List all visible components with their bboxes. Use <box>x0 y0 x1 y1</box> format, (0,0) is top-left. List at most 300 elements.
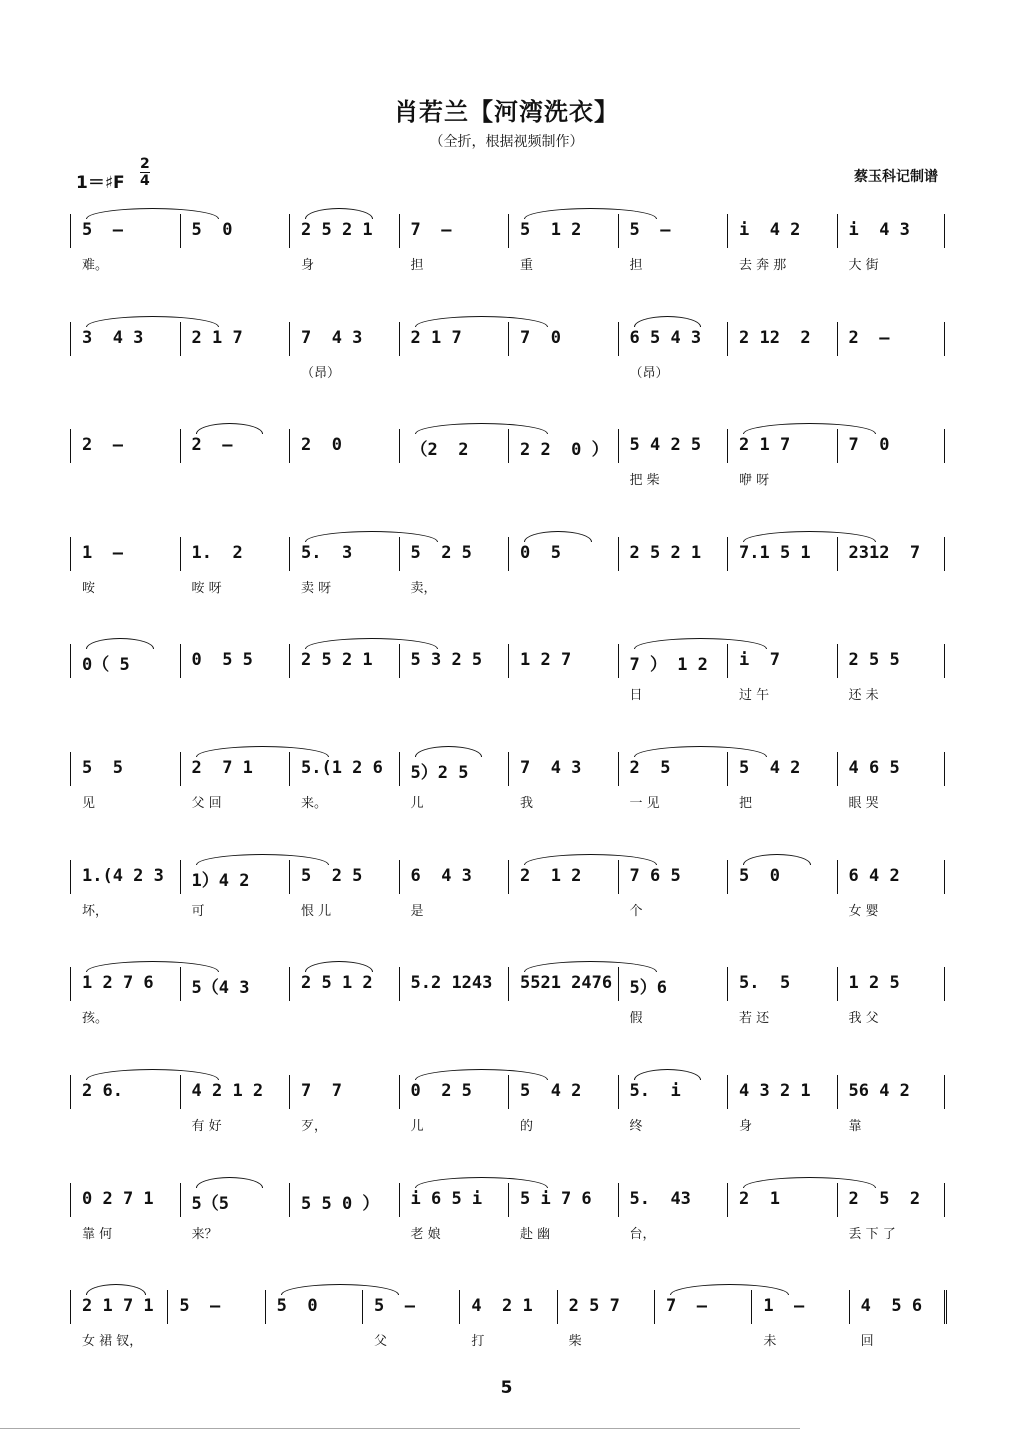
measure <box>849 214 945 274</box>
measure-notes: 5. 3 <box>301 543 353 563</box>
barline <box>849 1290 850 1324</box>
measure-lyrics: 丢 下 了 <box>848 1227 896 1242</box>
barline <box>289 752 290 786</box>
slur <box>86 638 154 649</box>
barline <box>837 860 838 894</box>
measure <box>411 967 507 1027</box>
measure-lyrics: （昂） <box>301 366 341 381</box>
measure <box>520 860 616 920</box>
barline <box>727 1183 728 1217</box>
measure-notes: 6 5 4 3 <box>629 328 702 348</box>
measure-notes: 1 2 7 <box>520 650 572 670</box>
barline <box>508 1183 509 1217</box>
barline <box>508 429 509 463</box>
measure <box>82 537 178 597</box>
measure <box>82 752 178 812</box>
measure-lyrics: 打 <box>471 1334 485 1349</box>
barline <box>265 1290 266 1324</box>
measure-notes: 2312 7 <box>848 543 921 563</box>
barline <box>399 214 400 248</box>
score-subtitle: （全折，根据视频制作） <box>429 134 584 150</box>
measure-notes: 5（4 3 <box>191 978 250 998</box>
slur <box>634 746 767 757</box>
measure-notes: 0（ 5 <box>82 655 130 675</box>
barline <box>70 1183 71 1217</box>
measure-lyrics: 咿 呀 <box>739 473 770 488</box>
measure <box>739 860 835 920</box>
measure-notes: 5 4 2 <box>520 1081 582 1101</box>
barline <box>508 214 509 248</box>
measure-notes: 7 – <box>410 220 452 240</box>
barline <box>70 860 71 894</box>
barline <box>180 1075 181 1109</box>
page-number: 5 <box>500 1378 513 1398</box>
measure-notes: 5.2 1243 <box>410 973 493 993</box>
measure-lyrics: 终 <box>629 1119 643 1134</box>
measure <box>849 537 945 597</box>
measure-lyrics: 回 <box>860 1334 874 1349</box>
barline <box>399 860 400 894</box>
measure-lyrics: 担 <box>629 258 643 273</box>
measure <box>301 860 397 920</box>
barline <box>727 429 728 463</box>
barline <box>180 537 181 571</box>
measure-notes: 5 4 2 5 <box>629 435 702 455</box>
measure <box>861 1290 944 1350</box>
slur <box>524 854 657 865</box>
slur <box>281 1284 400 1295</box>
measure <box>630 322 726 382</box>
measure <box>374 1290 457 1350</box>
measure <box>301 967 397 1027</box>
barline <box>399 752 400 786</box>
score-system <box>70 214 946 294</box>
slur <box>524 208 657 219</box>
measure-lyrics: 有 好 <box>191 1119 222 1134</box>
score-system <box>70 429 946 509</box>
measure-notes: 5. 5 <box>739 973 791 993</box>
measure <box>192 1183 288 1243</box>
measure-notes: 5 0 <box>276 1296 318 1316</box>
measure <box>520 752 616 812</box>
barline <box>944 1183 945 1217</box>
barline <box>289 214 290 248</box>
score-system <box>70 644 946 724</box>
measure-notes: 4 5 6 <box>860 1296 923 1316</box>
barline <box>727 537 728 571</box>
barline <box>289 1183 290 1217</box>
measure-lyrics: 恨 儿 <box>301 904 332 919</box>
transcriber-credit: 蔡玉科记制谱 <box>854 169 938 185</box>
measure <box>849 429 945 489</box>
measure-lyrics: 把 <box>739 796 753 811</box>
slur <box>196 854 329 865</box>
measure-notes: 4 2 1 <box>471 1296 533 1316</box>
slur <box>415 1069 548 1080</box>
measure-notes: 7.1 5 1 <box>739 543 811 563</box>
measure <box>849 1075 945 1135</box>
measure-lyrics: 靠 何 <box>82 1227 113 1242</box>
measure <box>630 860 726 920</box>
slur <box>415 746 483 757</box>
measure <box>739 644 835 704</box>
barline <box>508 537 509 571</box>
barline <box>837 537 838 571</box>
measure-notes: 0 5 <box>520 543 561 563</box>
barline <box>618 860 619 894</box>
measure-notes: 0 5 5 <box>191 650 253 670</box>
measure-notes: 6 4 3 <box>410 866 472 886</box>
measure-lyrics: 身 <box>301 258 315 273</box>
barline <box>727 644 728 678</box>
barline <box>508 644 509 678</box>
measure-lyrics: 来？ <box>191 1227 218 1242</box>
slur <box>305 961 373 972</box>
measure <box>411 322 507 382</box>
measure-notes: 5 i 7 6 <box>520 1189 592 1209</box>
measure <box>520 644 616 704</box>
barline <box>944 860 945 894</box>
barline <box>618 429 619 463</box>
measure-lyrics: 担 <box>410 258 424 273</box>
barline <box>180 752 181 786</box>
slur <box>743 1177 876 1188</box>
measure-lyrics: 把 柴 <box>629 473 660 488</box>
measure-notes: 7 ） 1 2 <box>629 655 708 675</box>
barline <box>362 1290 363 1324</box>
measure-notes: 5521 2476 <box>520 973 613 993</box>
measure-lyrics: 去 奔 那 <box>739 258 787 273</box>
barline <box>399 322 400 356</box>
measure <box>192 860 288 920</box>
measure-notes: 5 0 <box>191 220 233 240</box>
slur <box>634 638 767 649</box>
measure-notes: 6 4 2 <box>848 866 900 886</box>
measure-notes: 5 5 <box>82 758 123 778</box>
measure-notes: 7 7 <box>301 1081 342 1101</box>
barline <box>727 1075 728 1109</box>
slur <box>86 1069 219 1080</box>
measure <box>630 537 726 597</box>
measure-lyrics: 假 <box>629 1011 643 1026</box>
measure-notes: 2 5 1 2 <box>301 973 373 993</box>
measure-notes: 5（5 <box>191 1194 229 1214</box>
measure <box>192 537 288 597</box>
measure-notes: 1 – <box>82 543 123 563</box>
score-system <box>70 1075 946 1155</box>
barline <box>727 860 728 894</box>
measure-lyrics: 个 <box>629 904 643 919</box>
measure-notes: 7 0 <box>520 328 561 348</box>
measure-notes: 2 – <box>82 435 123 455</box>
score-system <box>70 860 946 940</box>
measure <box>411 1075 507 1135</box>
measure <box>739 752 835 812</box>
measure <box>849 967 945 1027</box>
measure-notes: 2 1 7 1 <box>82 1296 154 1316</box>
measure-lyrics: 的 <box>520 1119 534 1134</box>
slur <box>86 961 219 972</box>
measure-notes: 2 0 <box>301 435 342 455</box>
measure <box>849 644 945 704</box>
score-system <box>70 752 946 832</box>
time-signature-top: 2 <box>140 156 150 172</box>
measure <box>520 537 616 597</box>
barline <box>944 1075 945 1109</box>
measure-lyrics: 眼 哭 <box>848 796 879 811</box>
measure <box>739 537 835 597</box>
barline <box>289 537 290 571</box>
barline <box>180 322 181 356</box>
barline <box>727 322 728 356</box>
measure <box>192 322 288 382</box>
measure-notes: 2 1 2 <box>520 866 582 886</box>
measure-lyrics: 是 <box>410 904 424 919</box>
time-signature <box>140 156 150 189</box>
measure-notes: 2 6. <box>82 1081 123 1101</box>
barline <box>837 644 838 678</box>
slur <box>86 316 219 327</box>
measure-lyrics: 难。 <box>82 258 109 273</box>
barline <box>459 1290 460 1324</box>
measure <box>301 322 397 382</box>
measure-lyrics: 大 街 <box>848 258 879 273</box>
measure-notes: 5 3 2 5 <box>410 650 483 670</box>
measure-notes: 5 2 5 <box>410 543 472 563</box>
measure <box>82 1075 178 1135</box>
barline <box>618 1075 619 1109</box>
barline <box>508 860 509 894</box>
slur <box>743 423 876 434</box>
measure-notes: 1 – <box>763 1296 805 1316</box>
measure-notes: 2 2 0 ） <box>520 440 609 460</box>
barline <box>837 214 838 248</box>
barline <box>618 214 619 248</box>
slur <box>524 531 592 542</box>
measure <box>763 1290 846 1350</box>
slur <box>524 961 657 972</box>
measure-notes: 5 – <box>374 1296 415 1316</box>
measure-lyrics: 日 <box>629 688 643 703</box>
measure <box>192 1075 288 1135</box>
measure <box>82 1290 165 1350</box>
barline <box>508 752 509 786</box>
measure <box>739 967 835 1027</box>
barline <box>180 1183 181 1217</box>
slur <box>634 316 702 327</box>
measure-notes: 5 5 0 ） <box>301 1194 380 1214</box>
measure-notes: 2 5 5 <box>848 650 900 670</box>
measure <box>301 1075 397 1135</box>
measure <box>192 214 288 274</box>
measure-lyrics: 咹 <box>82 581 96 596</box>
barline <box>944 644 945 678</box>
measure-lyrics: 父 回 <box>191 796 222 811</box>
measure-notes: 5 – <box>179 1296 221 1316</box>
slur <box>305 208 373 219</box>
measure-notes: 5.(1 2 6 <box>301 758 383 778</box>
final-barline <box>944 1290 949 1324</box>
measure <box>520 1075 616 1135</box>
measure-notes: 7 4 3 <box>301 328 363 348</box>
barline <box>837 429 838 463</box>
measure-notes: 5）6 <box>629 978 667 998</box>
measure-lyrics: 一 见 <box>629 796 660 811</box>
measure-notes: 5 0 <box>739 866 780 886</box>
measure-lyrics: 若 还 <box>739 1011 770 1026</box>
measure <box>301 429 397 489</box>
measure-notes: （2 2 <box>410 440 469 460</box>
barline <box>618 537 619 571</box>
measure <box>301 752 397 812</box>
barline <box>180 214 181 248</box>
measure <box>849 752 945 812</box>
barline <box>70 644 71 678</box>
measure-lyrics: 儿 <box>410 1119 424 1134</box>
barline <box>70 752 71 786</box>
score-system <box>70 1290 946 1370</box>
measure-lyrics: 过 午 <box>739 688 770 703</box>
key-signature: 1＝♯F <box>76 173 125 193</box>
measure-lyrics: 可 <box>191 904 205 919</box>
barline <box>180 644 181 678</box>
barline <box>618 1183 619 1217</box>
slur <box>743 531 876 542</box>
barline <box>167 1290 168 1324</box>
measure-lyrics: 未 <box>763 1334 777 1349</box>
barline <box>289 860 290 894</box>
measure <box>849 860 945 920</box>
measure <box>630 429 726 489</box>
measure-notes: 7 6 5 <box>629 866 681 886</box>
slur <box>86 1284 146 1295</box>
barline <box>399 644 400 678</box>
measure-notes: i 6 5 i <box>410 1189 483 1209</box>
measure-notes: 5 1 2 <box>520 220 582 240</box>
score-system <box>70 967 946 1047</box>
measure-notes: 1 2 7 6 <box>82 973 154 993</box>
barline <box>399 1075 400 1109</box>
barline <box>289 322 290 356</box>
measure-notes: 1 2 5 <box>848 973 900 993</box>
measure-notes: 2 1 7 <box>191 328 243 348</box>
measure-lyrics: 歹， <box>301 1119 328 1134</box>
measure <box>301 537 397 597</box>
measure-lyrics: 女 裙 钗， <box>82 1334 143 1349</box>
measure <box>301 214 397 274</box>
measure-notes: 56 4 2 <box>848 1081 910 1101</box>
measure <box>739 322 835 382</box>
slur <box>415 423 548 434</box>
barline <box>837 967 838 1001</box>
measure-lyrics: 身 <box>739 1119 753 1134</box>
barline <box>837 752 838 786</box>
measure <box>277 1290 360 1350</box>
measure-lyrics: 见 <box>82 796 96 811</box>
barline <box>399 1183 400 1217</box>
slur <box>196 423 264 434</box>
barline <box>944 429 945 463</box>
measure <box>630 1183 726 1243</box>
barline <box>618 752 619 786</box>
barline <box>837 1075 838 1109</box>
slur <box>305 531 438 542</box>
barline <box>508 1075 509 1109</box>
measure <box>411 537 507 597</box>
measure-notes: 2 12 2 <box>739 328 811 348</box>
measure-notes: 4 3 2 1 <box>739 1081 811 1101</box>
measure <box>739 1075 835 1135</box>
measure <box>411 752 507 812</box>
measure <box>179 1290 262 1350</box>
barline <box>289 429 290 463</box>
barline <box>508 322 509 356</box>
measure <box>666 1290 749 1350</box>
measure-lyrics: 赴 幽 <box>520 1227 551 1242</box>
measure-notes: 2 5 2 1 <box>629 543 702 563</box>
measure <box>520 322 616 382</box>
barline <box>180 429 181 463</box>
measure-notes: 4 6 5 <box>848 758 900 778</box>
measure-notes: 2 – <box>848 328 890 348</box>
measure <box>411 429 507 489</box>
barline <box>70 1075 71 1109</box>
measure <box>82 322 178 382</box>
measure-notes: 0 2 5 <box>410 1081 472 1101</box>
measure <box>630 1075 726 1135</box>
slur <box>305 638 438 649</box>
barline <box>70 1290 71 1324</box>
footer-rule <box>0 1428 800 1429</box>
barline <box>70 322 71 356</box>
measure <box>630 752 726 812</box>
measure <box>301 1183 397 1243</box>
barline <box>944 537 945 571</box>
measure <box>739 429 835 489</box>
measure <box>411 860 507 920</box>
barline <box>70 214 71 248</box>
measure <box>82 429 178 489</box>
measure <box>739 214 835 274</box>
measure-notes: 5 – <box>82 220 123 240</box>
measure-notes: 2 1 7 <box>739 435 791 455</box>
barline <box>944 752 945 786</box>
barline <box>399 537 400 571</box>
measure-lyrics: 咹 呀 <box>191 581 222 596</box>
barline <box>289 1075 290 1109</box>
measure-lyrics: 还 未 <box>848 688 879 703</box>
measure <box>471 1290 554 1350</box>
barline <box>399 967 400 1001</box>
measure-lyrics: 坏， <box>82 904 109 919</box>
slur <box>415 316 548 327</box>
measure-notes: 0 2 7 1 <box>82 1189 154 1209</box>
time-signature-bottom: 4 <box>140 173 150 189</box>
measure-lyrics: 儿 <box>410 796 424 811</box>
measure-lyrics: 父 <box>374 1334 388 1349</box>
measure-notes: 5 4 2 <box>739 758 801 778</box>
measure-lyrics: 老 娘 <box>410 1227 441 1242</box>
measure-notes: 7 4 3 <box>520 758 582 778</box>
measure-lyrics: 我 <box>520 796 534 811</box>
measure-notes: 5 2 5 <box>301 866 363 886</box>
measure-notes: 2 5 2 1 <box>301 650 373 670</box>
barline <box>618 967 619 1001</box>
measure <box>520 967 616 1027</box>
measure-lyrics: 我 父 <box>848 1011 879 1026</box>
measure-notes: 2 1 7 <box>410 328 462 348</box>
measure-notes: 2 5 2 1 <box>301 220 373 240</box>
